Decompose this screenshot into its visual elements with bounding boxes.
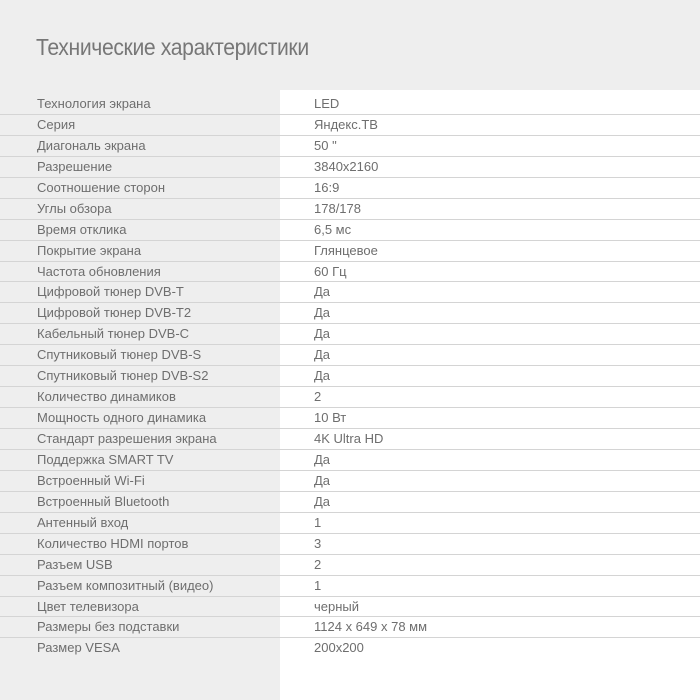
spec-label: Диагональ экрана bbox=[37, 137, 146, 153]
header bbox=[0, 0, 700, 90]
spec-label: Технология экрана bbox=[37, 96, 151, 111]
spec-value: 1124 x 649 x 78 мм bbox=[314, 619, 428, 635]
spec-value: 10 Вт bbox=[314, 410, 347, 426]
spec-row bbox=[0, 450, 700, 471]
spec-label: Кабельный тюнер DVB-C bbox=[37, 326, 190, 342]
spec-row bbox=[0, 199, 700, 220]
spec-value: Да bbox=[314, 347, 331, 363]
spec-label: Встроенный Bluetooth bbox=[37, 493, 170, 509]
spec-value: 2 bbox=[314, 389, 322, 405]
spec-label: Разъем композитный (видео) bbox=[37, 577, 214, 593]
spec-label: Покрытие экрана bbox=[37, 242, 142, 258]
spec-row bbox=[0, 597, 700, 618]
spec-value: 1 bbox=[314, 514, 322, 530]
spec-value: 200x200 bbox=[314, 640, 364, 656]
spec-row bbox=[0, 513, 700, 534]
spec-row bbox=[0, 534, 700, 555]
spec-value: 2 bbox=[314, 556, 322, 572]
spec-label: Соотношение сторон bbox=[37, 179, 166, 195]
spec-row bbox=[0, 471, 700, 492]
spec-value: 1 bbox=[314, 577, 322, 593]
spec-label: Время отклика bbox=[37, 221, 127, 237]
spec-value: Да bbox=[314, 305, 331, 321]
spec-row bbox=[0, 638, 700, 659]
spec-value: 3 bbox=[314, 535, 322, 551]
spec-row bbox=[0, 136, 700, 157]
spec-value: 4K Ultra HD bbox=[314, 431, 384, 446]
spec-label: Стандарт разрешения экрана bbox=[37, 431, 217, 446]
specs-table bbox=[0, 94, 700, 659]
spec-row bbox=[0, 220, 700, 241]
spec-value: 178/178 bbox=[314, 200, 361, 216]
spec-label: Разъем USB bbox=[37, 556, 113, 572]
spec-row bbox=[0, 241, 700, 262]
spec-row bbox=[0, 576, 700, 597]
spec-value: Да bbox=[314, 472, 331, 488]
spec-value: Да bbox=[314, 451, 331, 467]
spec-row bbox=[0, 345, 700, 366]
spec-row bbox=[0, 617, 700, 638]
spec-label: Частота обновления bbox=[37, 263, 161, 279]
spec-label: Цифровой тюнер DVB-T2 bbox=[37, 305, 192, 321]
spec-row bbox=[0, 303, 700, 324]
spec-value: 60 Гц bbox=[314, 263, 347, 279]
spec-label: Размеры без подставки bbox=[37, 619, 180, 635]
spec-value: черный bbox=[314, 598, 360, 614]
spec-value: Глянцевое bbox=[314, 242, 378, 258]
spec-label: Поддержка SMART TV bbox=[37, 451, 174, 467]
spec-value: LED bbox=[314, 96, 340, 111]
spec-row bbox=[0, 262, 700, 283]
spec-label: Спутниковый тюнер DVB-S2 bbox=[37, 368, 209, 384]
spec-row bbox=[0, 555, 700, 576]
spec-row bbox=[0, 408, 700, 429]
page-title: Технические характеристики bbox=[36, 34, 309, 60]
spec-label: Антенный вход bbox=[37, 514, 129, 530]
spec-value: Да bbox=[314, 368, 331, 384]
spec-row bbox=[0, 157, 700, 178]
spec-value: Яндекс.ТВ bbox=[314, 116, 378, 132]
spec-value: 3840x2160 bbox=[314, 158, 379, 174]
spec-row bbox=[0, 115, 700, 136]
spec-row bbox=[0, 366, 700, 387]
spec-label: Серия bbox=[37, 116, 76, 132]
spec-value: Да bbox=[314, 493, 331, 509]
spec-value: 16:9 bbox=[314, 179, 340, 195]
spec-value: 50 " bbox=[314, 137, 337, 153]
spec-row bbox=[0, 282, 700, 303]
spec-row bbox=[0, 178, 700, 199]
spec-label: Количество динамиков bbox=[37, 389, 176, 405]
spec-row bbox=[0, 429, 700, 450]
spec-label: Спутниковый тюнер DVB-S bbox=[37, 347, 202, 363]
spec-value: 6,5 мс bbox=[314, 221, 352, 237]
spec-row bbox=[0, 94, 700, 115]
spec-row bbox=[0, 492, 700, 513]
spec-row bbox=[0, 387, 700, 408]
spec-value: Да bbox=[314, 284, 331, 300]
spec-label: Встроенный Wi-Fi bbox=[37, 472, 145, 488]
spec-label: Углы обзора bbox=[37, 200, 112, 216]
spec-label: Мощность одного динамика bbox=[37, 410, 207, 426]
spec-label: Размер VESA bbox=[37, 640, 120, 656]
spec-row bbox=[0, 324, 700, 345]
spec-label: Разрешение bbox=[37, 158, 113, 174]
spec-label: Цвет телевизора bbox=[37, 598, 139, 614]
spec-value: Да bbox=[314, 326, 331, 342]
spec-label: Цифровой тюнер DVB-T bbox=[37, 284, 184, 300]
spec-label: Количество HDMI портов bbox=[37, 535, 189, 551]
